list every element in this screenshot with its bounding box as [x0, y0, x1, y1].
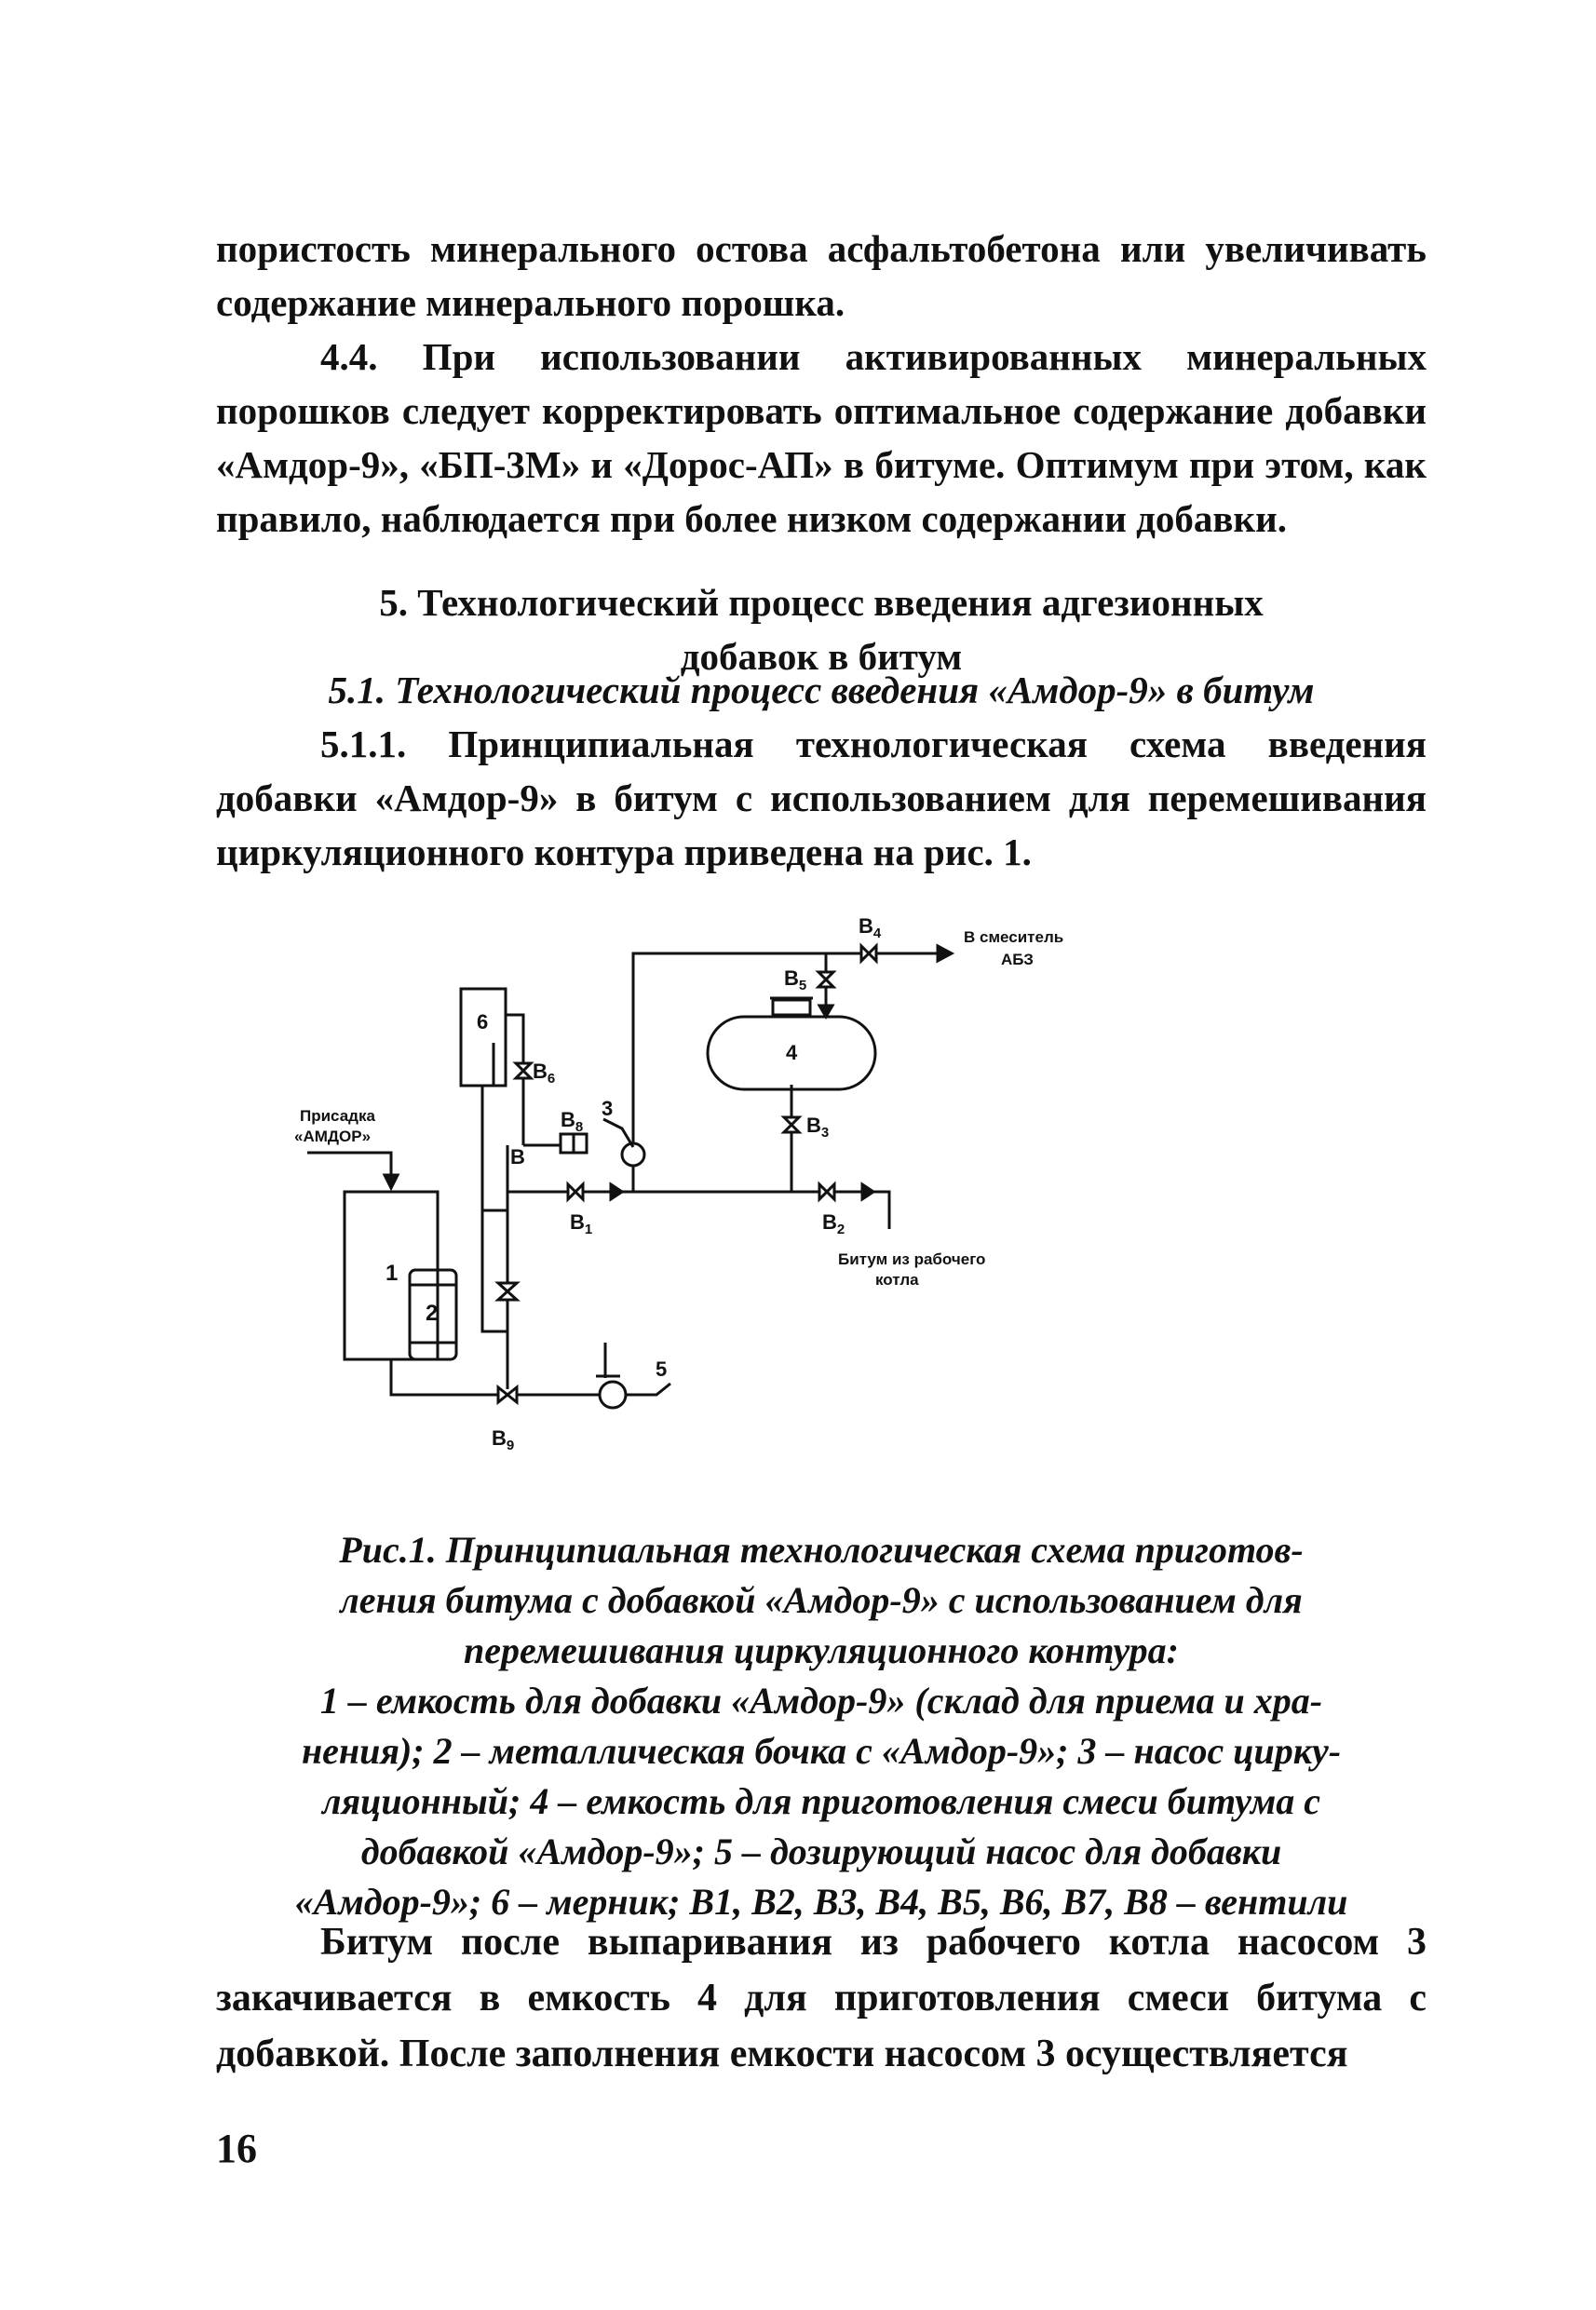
valve-b1 [568, 1184, 583, 1199]
meter-6 [461, 989, 506, 1086]
bitumen-label-line2: котла [875, 1271, 919, 1289]
paragraph-continuation: пористость минерального остова асфальтобетона или увеличивать содержание минерального порошка. [216, 227, 1427, 324]
pump-5-label: 5 [656, 1358, 668, 1381]
valve-b1-label: $B_1$ [570, 1210, 593, 1237]
paragraph-5-1-1: 5.1.1. Принципиальная технологическая схема введения добавки «Амдор-9» в битум с использованием для перемешивания циркуляционного контура приведена на рис. 1. [216, 723, 1427, 873]
paragraph-bitumen-process: Битум после выпаривания из рабочего котла насосом 3 закачивается в емкость 4 для приготовления смеси битума с добавкой. После заполнения емкости насосом 3 осуществляется [216, 1921, 1427, 2075]
meter-6-label: 6 [477, 1010, 489, 1033]
pump-3-label: 3 [602, 1097, 614, 1120]
additive-arrow [307, 1153, 391, 1182]
valve-b5-label: $B_5$ [784, 966, 807, 993]
valve-b4 [861, 946, 876, 961]
valve-b8-label: $B_8$ [561, 1108, 584, 1135]
valve-b7 [498, 1283, 517, 1300]
caption-line2: ления битума с добавкой «Амдор-9» с использованием для [340, 1579, 1303, 1621]
caption-line6: ляционный; 4 – емкость для приготовления смеси битума с [321, 1780, 1321, 1822]
valve-b7-label: B [510, 1145, 525, 1169]
section-heading-line1: 5. Технологический процесс введения адгезионных [379, 581, 1264, 624]
process-diagram [233, 912, 1211, 1508]
tank-1-label: 1 [385, 1261, 399, 1286]
valve-b9-label: $B_9$ [492, 1426, 515, 1453]
valve-b4-label: $B_4$ [859, 914, 882, 941]
subsection-heading: 5.1. Технологический процесс введения «Амдор-9» в битум [328, 669, 1315, 711]
caption-line7: добавкой «Амдор-9»; 5 – дозирующий насос для добавки [360, 1830, 1282, 1872]
figure-caption [216, 1525, 1427, 1927]
section-heading-line2: добавок в битум [680, 635, 963, 678]
mixer-label-line2: АБЗ [1001, 951, 1034, 968]
paragraph-4-4: 4.4. При использовании активированных минеральных порошков следует корректировать оптимальное содержание добавки «Амдор-9», «БП-3М» и «Дорос-АП» в битуме. Оптимум при этом, как правило, наблюдается при более низком содержании добавки. [216, 335, 1427, 540]
valve-b5 [818, 972, 833, 987]
caption-line8: «Амдор-9»; 6 – мерник; B1, B2, B3, B4, B5, B6, B7, B8 – вентили [294, 1881, 1348, 1923]
valve-b8 [561, 1134, 574, 1153]
page-number: 16 [216, 2126, 257, 2171]
caption-line5: нения); 2 – металлическая бочка с «Амдор-9»; 3 – насос цирку- [301, 1730, 1342, 1772]
vessel-4-label: 4 [786, 1041, 798, 1064]
valve-b3 [784, 1117, 799, 1132]
pump-5 [600, 1382, 626, 1408]
valve-b9 [498, 1387, 517, 1402]
caption-line3: перемешивания циркуляционного контура: [463, 1629, 1179, 1671]
barrel-2-label: 2 [426, 1301, 439, 1326]
caption-line4: 1 – емкость для добавки «Амдор-9» (склад для приема и хра- [319, 1680, 1323, 1722]
mixer-label-line1: В смеситель [964, 928, 1064, 946]
valve-b3-label: $B_3$ [806, 1114, 830, 1141]
valve-b6-label: $B_6$ [533, 1060, 556, 1087]
bitumen-label-line1: Битум из рабочего [838, 1250, 986, 1268]
additive-label-line1: Присадка [300, 1107, 375, 1125]
valve-b6 [516, 1063, 531, 1078]
valve-b2-label: $B_2$ [822, 1210, 845, 1237]
caption-line1: Рис.1. Принципиальная технологическая схема приготов- [339, 1529, 1304, 1571]
valve-b2 [819, 1184, 834, 1199]
additive-label-line2: «АМДОР» [294, 1128, 372, 1145]
